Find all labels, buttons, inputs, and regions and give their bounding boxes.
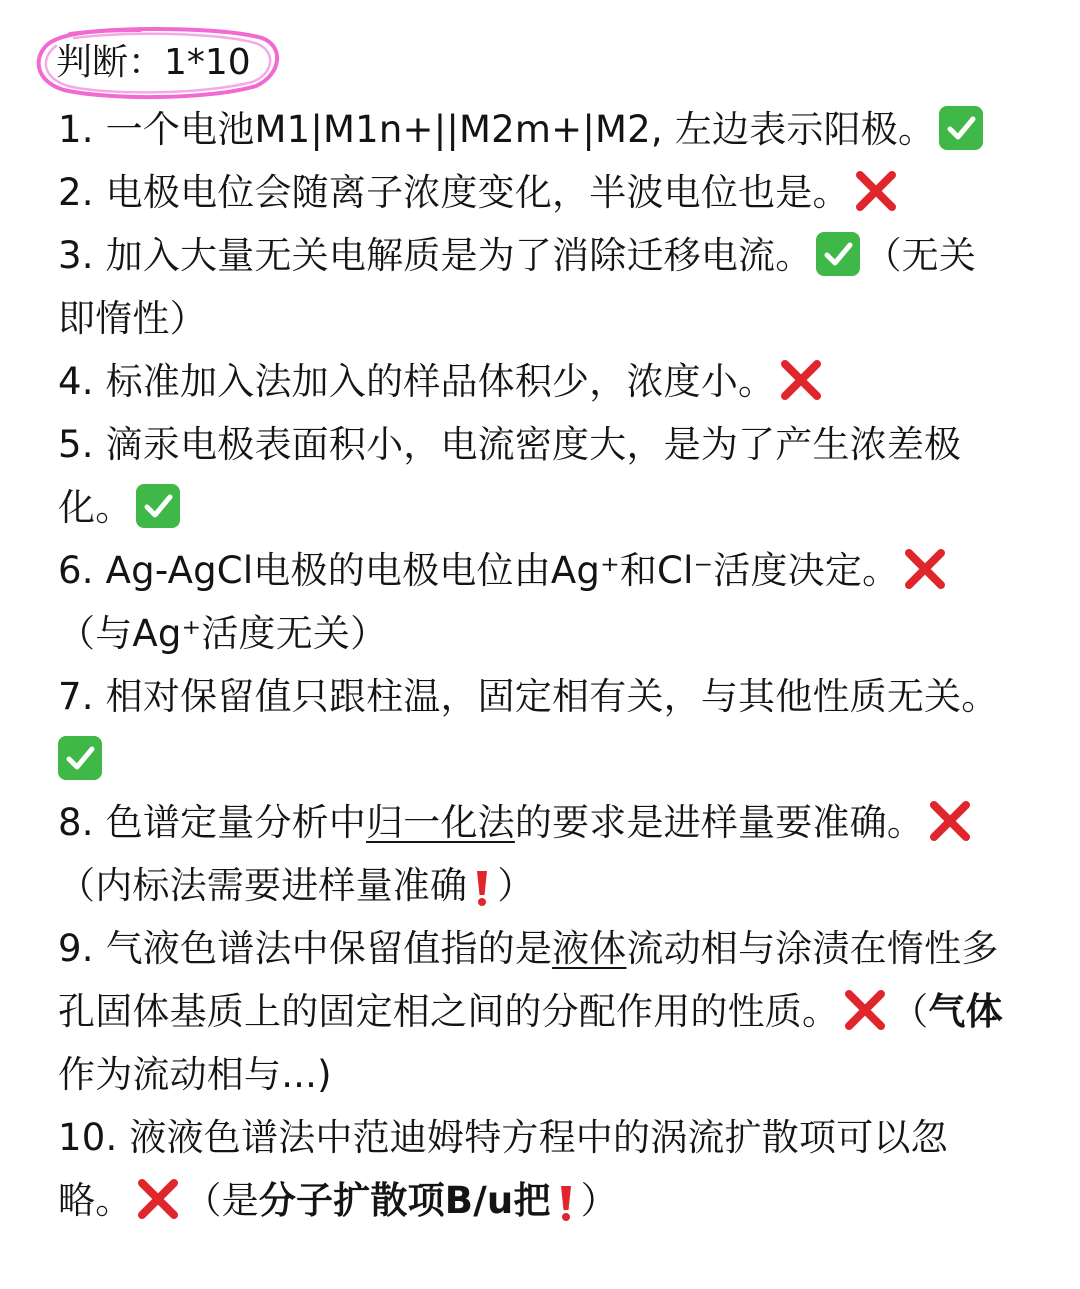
list-item-continuation (58, 602, 1030, 665)
check-icon (939, 106, 983, 150)
item-text: 8. 色谱定量分析中 (58, 801, 367, 844)
item-text: 孔固体基质上的固定相之间的分配作用的性质。 (58, 990, 840, 1033)
item-note: （与Ag⁺活度无关） (58, 612, 388, 655)
cross-icon (854, 169, 898, 213)
cross-icon (136, 1177, 180, 1221)
cross-icon (928, 799, 972, 843)
list-item (58, 161, 1030, 224)
title-wrap (30, 22, 282, 102)
list-item-continuation (58, 980, 1030, 1043)
exclamation-icon (473, 864, 491, 904)
item-note: ） (580, 1179, 618, 1222)
list-item (58, 350, 1030, 413)
underlined-term: 归一化法 (366, 801, 515, 844)
list-item-continuation (58, 728, 1030, 791)
quiz-list (58, 98, 1030, 1232)
list-item (58, 413, 1030, 476)
item-text: 6. Ag-AgCl电极的电极电位由Ag⁺和Cl⁻活度决定。 (58, 549, 900, 592)
item-text: 10. 液液色谱法中范迪姆特方程中的涡流扩散项可以忽 (58, 1116, 948, 1159)
list-item (58, 917, 1030, 980)
list-item-continuation (58, 287, 1030, 350)
cross-icon (843, 988, 887, 1032)
item-note: （无关 (864, 234, 977, 277)
item-note: （是 (184, 1179, 259, 1222)
item-text: 1. 一个电池M1|M1n+||M2m+|M2, 左边表示阳极。 (58, 108, 936, 151)
exclamation-icon (557, 1179, 575, 1219)
list-item (58, 539, 1030, 602)
list-item-continuation (58, 1169, 1030, 1232)
item-note: 作为流动相与...) (58, 1053, 332, 1096)
item-text: 流动相与涂渍在惰性多 (626, 927, 999, 970)
list-item (58, 224, 1030, 287)
check-icon (136, 484, 180, 528)
list-item-continuation (58, 1043, 1030, 1106)
item-text: 4. 标准加入法加入的样品体积少，浓度小。 (58, 360, 776, 403)
item-text: 7. 相对保留值只跟柱温，固定相有关，与其他性质无关。 (58, 675, 999, 718)
list-item-continuation (58, 476, 1030, 539)
item-text: 9. 气液色谱法中保留值指的是 (58, 927, 553, 970)
item-text: 的要求是进样量要准确。 (514, 801, 925, 844)
cross-icon (779, 358, 823, 402)
check-icon (58, 736, 102, 780)
list-item-continuation (58, 854, 1030, 917)
list-item (58, 98, 1030, 161)
item-note: ） (497, 864, 535, 907)
page-title: 判断：1*10 (56, 42, 251, 83)
item-note: 即惰性） (58, 297, 207, 340)
list-item (58, 665, 1030, 728)
item-note: （ (891, 990, 929, 1033)
bold-note: 分子扩散项B/u把 (258, 1179, 551, 1222)
item-note: （内标法需要进样量准确 (58, 864, 468, 907)
cross-icon (903, 547, 947, 591)
item-text: 2. 电极电位会随离子浓度变化，半波电位也是。 (58, 171, 850, 214)
item-text: 化。 (58, 486, 133, 529)
item-text: 3. 加入大量无关电解质是为了消除迁移电流。 (58, 234, 813, 277)
list-item (58, 791, 1030, 854)
item-text: 略。 (58, 1179, 133, 1222)
item-text: 5. 滴汞电极表面积小，电流密度大，是为了产生浓差极 (58, 423, 962, 466)
check-icon (816, 232, 860, 276)
underlined-term: 液体 (552, 927, 627, 970)
bold-note: 气体 (928, 990, 1003, 1033)
list-item (58, 1106, 1030, 1169)
